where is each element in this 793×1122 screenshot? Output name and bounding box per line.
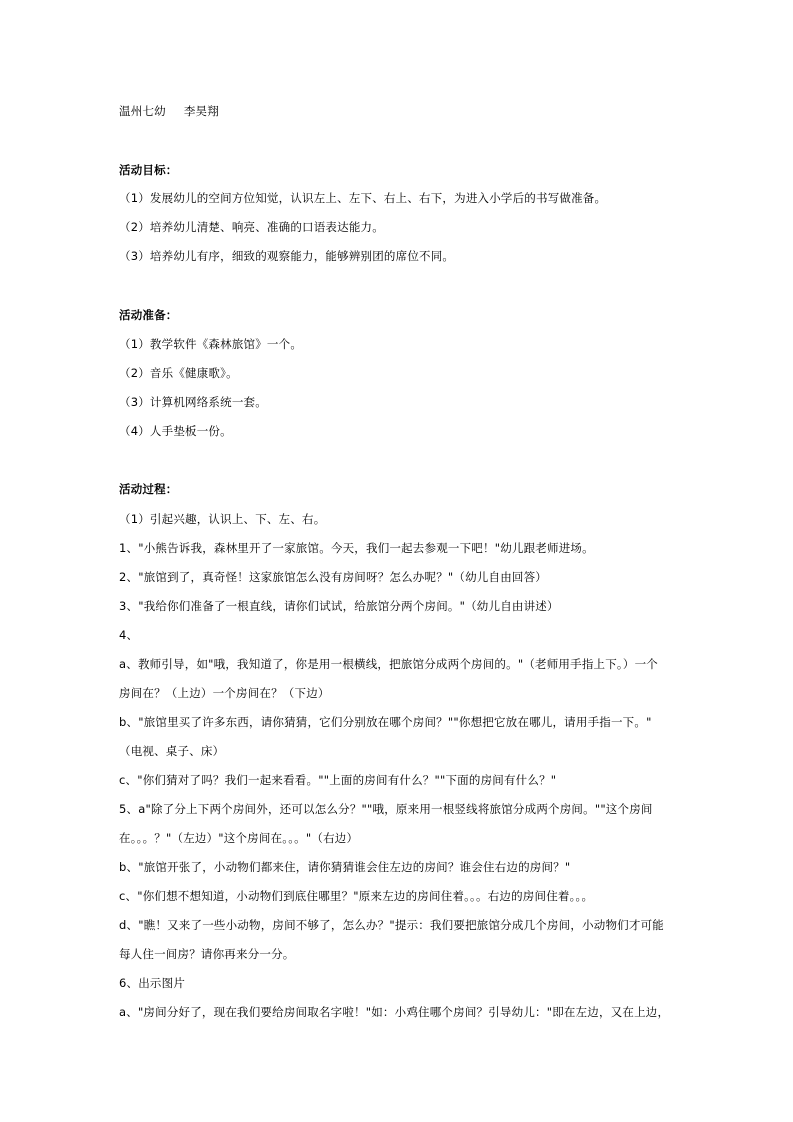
process-line: 房间在？（上边）一个房间在？（下边） <box>119 686 330 700</box>
process-line: b、"旅馆里买了许多东西，请你猜猜，它们分别放在哪个房间？""你想把它放在哪儿，请用手指一下。" <box>119 715 652 729</box>
prep-heading: 活动准备： <box>119 308 178 322</box>
process-line: 在。。。？"（左边）"这个房间在。。。"（右边） <box>119 831 359 845</box>
goals-heading: 活动目标： <box>119 163 178 177</box>
goal-item: （3）培养幼儿有序，细致的观察能力，能够辨别团的席位不同。 <box>119 249 455 263</box>
goal-item: （2）培养幼儿清楚、响亮、准确的口语表达能力。 <box>119 220 384 234</box>
process-line: c、"你们想不想知道，小动物们到底住哪里？"原来左边的房间住着。。。右边的房间住着。。。 <box>119 889 594 903</box>
school-name: 温州七幼 <box>119 104 166 118</box>
process-line: b、"旅馆开张了，小动物们都来住，请你猜猜谁会住左边的房间？谁会住右边的房间？" <box>119 860 571 874</box>
process-heading: 活动过程： <box>119 482 178 496</box>
process-line: 5、a"除了分上下两个房间外，还可以怎么分？""哦，原来用一根竖线将旅馆分成两个房间。""这个房间 <box>119 802 653 816</box>
process-line: 1、"小熊告诉我，森林里开了一家旅馆。今天，我们一起去参观一下吧！"幼儿跟老师进场。 <box>119 541 594 555</box>
process-line: （电视、桌子、床） <box>119 744 225 758</box>
process-line: a、"房间分好了，现在我们要给房间取名字啦！"如：小鸡住哪个房间？引导幼儿："即在左边，又在上边， <box>119 1005 670 1019</box>
prep-item: （1）教学软件《森林旅馆》一个。 <box>119 337 303 351</box>
process-line: 4、 <box>119 628 139 642</box>
process-line: （1）引起兴趣，认识上、下、左、右。 <box>119 512 326 526</box>
prep-item: （4）人手垫板一份。 <box>119 424 232 438</box>
process-line: c、"你们猜对了吗？我们一起来看看。""上面的房间有什么？""下面的房间有什么？" <box>119 773 557 787</box>
process-line: d、"瞧！又来了一些小动物，房间不够了，怎么办？"提示：我们要把旅馆分成几个房间，小动物们才可能 <box>119 918 664 932</box>
goal-item: （1）发展幼儿的空间方位知觉，认识左上、左下、右上、右下，为进入小学后的书写做准备。 <box>119 191 607 205</box>
header-line <box>119 103 219 119</box>
process-line: 6、出示图片 <box>119 976 186 990</box>
process-line: 2、"旅馆到了，真奇怪！这家旅馆怎么没有房间呀？怎么办呢？"（幼儿自由回答） <box>119 570 547 584</box>
process-line: 3、"我给你们准备了一根直线，请你们试试，给旅馆分两个房间。"（幼儿自由讲述） <box>119 599 559 613</box>
process-line: a、教师引导，如"哦，我知道了，你是用一根横线，把旅馆分成两个房间的。"（老师用手指上下。）一个 <box>119 657 658 671</box>
author-name: 李昊翔 <box>183 104 219 118</box>
prep-item: （3）计算机网络系统一套。 <box>119 395 267 409</box>
process-line: 每人住一间房？请你再来分一分。 <box>119 947 295 961</box>
prep-item: （2）音乐《健康歌》。 <box>119 366 238 380</box>
